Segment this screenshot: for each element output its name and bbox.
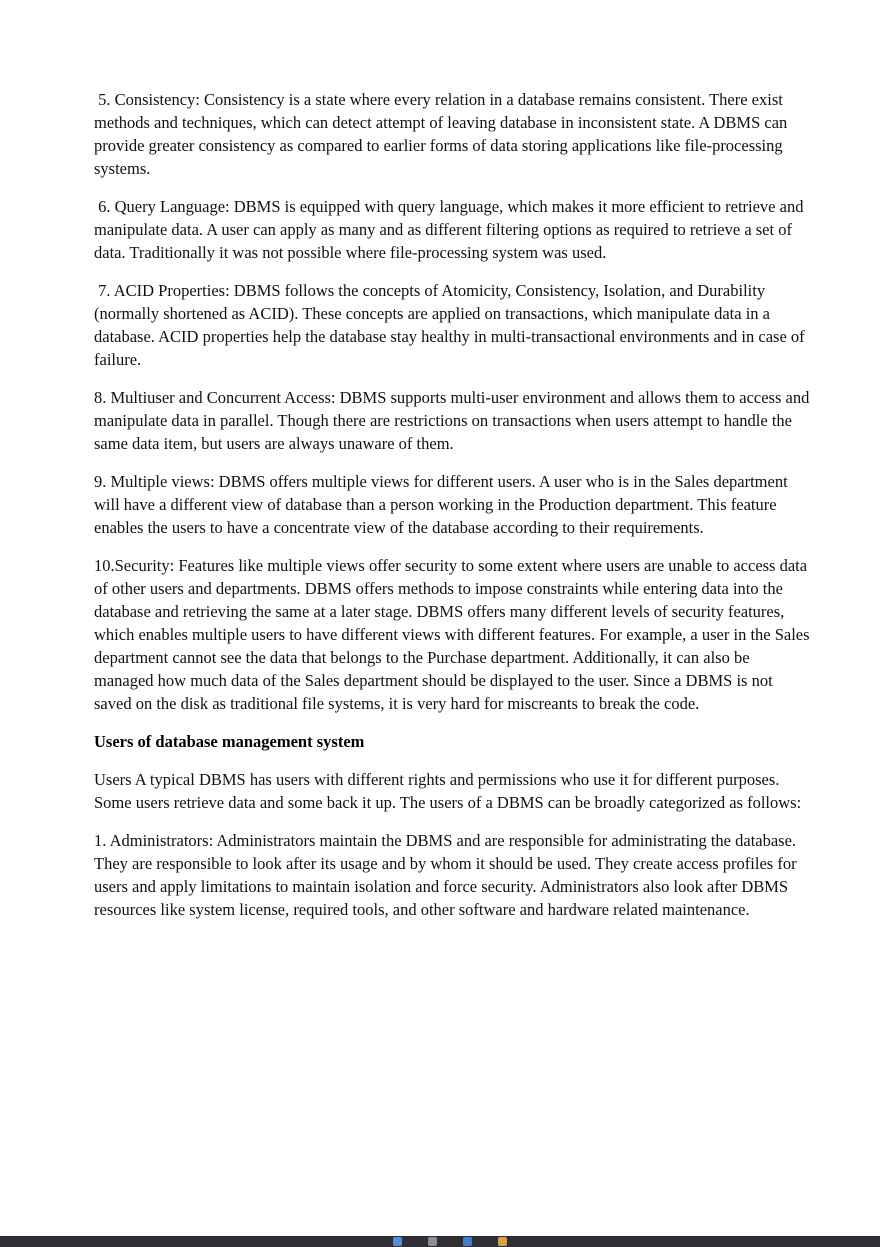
paragraph-multiuser-access: 8. Multiuser and Concurrent Access: DBMS supports multi-user environment and allows them to access and manipulate data in parallel. Though there are restrictions on transactions when users attempt to handle the same data item, but users are always unaware of them. <box>94 388 814 453</box>
paragraph-query-language: 6. Query Language: DBMS is equipped with query language, which makes it more efficient to retrieve and manipulate data. A user can apply as many and as different filtering options as required to retrieve a set of data. Traditionally it was not possible where file-processing system was used. <box>94 197 808 262</box>
heading-users-of-dbms: Users of database management system <box>94 732 365 751</box>
taskbar-app-icon-4[interactable] <box>498 1237 507 1246</box>
paragraph-consistency: 5. Consistency: Consistency is a state where every relation in a database remains consistent. There exist methods and techniques, which can detect attempt of leaving database in inconsistent state. A DBMS can provide greater consistency as compared to earlier forms of data storing applications like file-processing systems. <box>94 90 792 178</box>
paragraph-multiple-views: 9. Multiple views: DBMS offers multiple views for different users. A user who is in the Sales department will have a different view of database than a person working in the Production department. This feature enables the users to have a concentrate view of the database according to their requirements. <box>94 472 792 537</box>
taskbar-app-icon-3[interactable] <box>463 1237 472 1246</box>
paragraph-acid-properties: 7. ACID Properties: DBMS follows the concepts of Atomicity, Consistency, Isolation, and Durability (normally shortened as ACID). These concepts are applied on transactions, which manipulate data in a database. ACID properties help the database stay healthy in multi-transactional environments and in case of failure. <box>94 281 809 369</box>
taskbar <box>0 1236 880 1247</box>
paragraph-administrators: 1. Administrators: Administrators maintain the DBMS and are responsible for administrating the database. They are responsible to look after its usage and by whom it should be used. They create access profiles for users and apply limitations to maintain isolation and force security. Administrators also look after DBMS resources like system license, required tools, and other software and hardware related maintenance. <box>94 831 801 919</box>
taskbar-app-icon-2[interactable] <box>428 1237 437 1246</box>
document-body <box>94 88 813 936</box>
paragraph-security: 10.Security: Features like multiple views offer security to some extent where users are unable to access data of other users and departments. DBMS offers methods to impose constraints while entering data into the database and retrieving the same at a later stage. DBMS offers many different levels of security features, which enables multiple users to have different views with different features. For example, a user in the Sales department cannot see the data that belongs to the Purchase department. Additionally, it can also be managed how much data of the Sales department should be displayed to the user. Since a DBMS is not saved on the disk as traditional file systems, it is very hard for miscreants to break the code. <box>94 556 814 713</box>
paragraph-users-intro: Users A typical DBMS has users with different rights and permissions who use it for different purposes. Some users retrieve data and some back it up. The users of a DBMS can be broadly categorized as follows: <box>94 770 802 812</box>
taskbar-app-icon-1[interactable] <box>393 1237 402 1246</box>
